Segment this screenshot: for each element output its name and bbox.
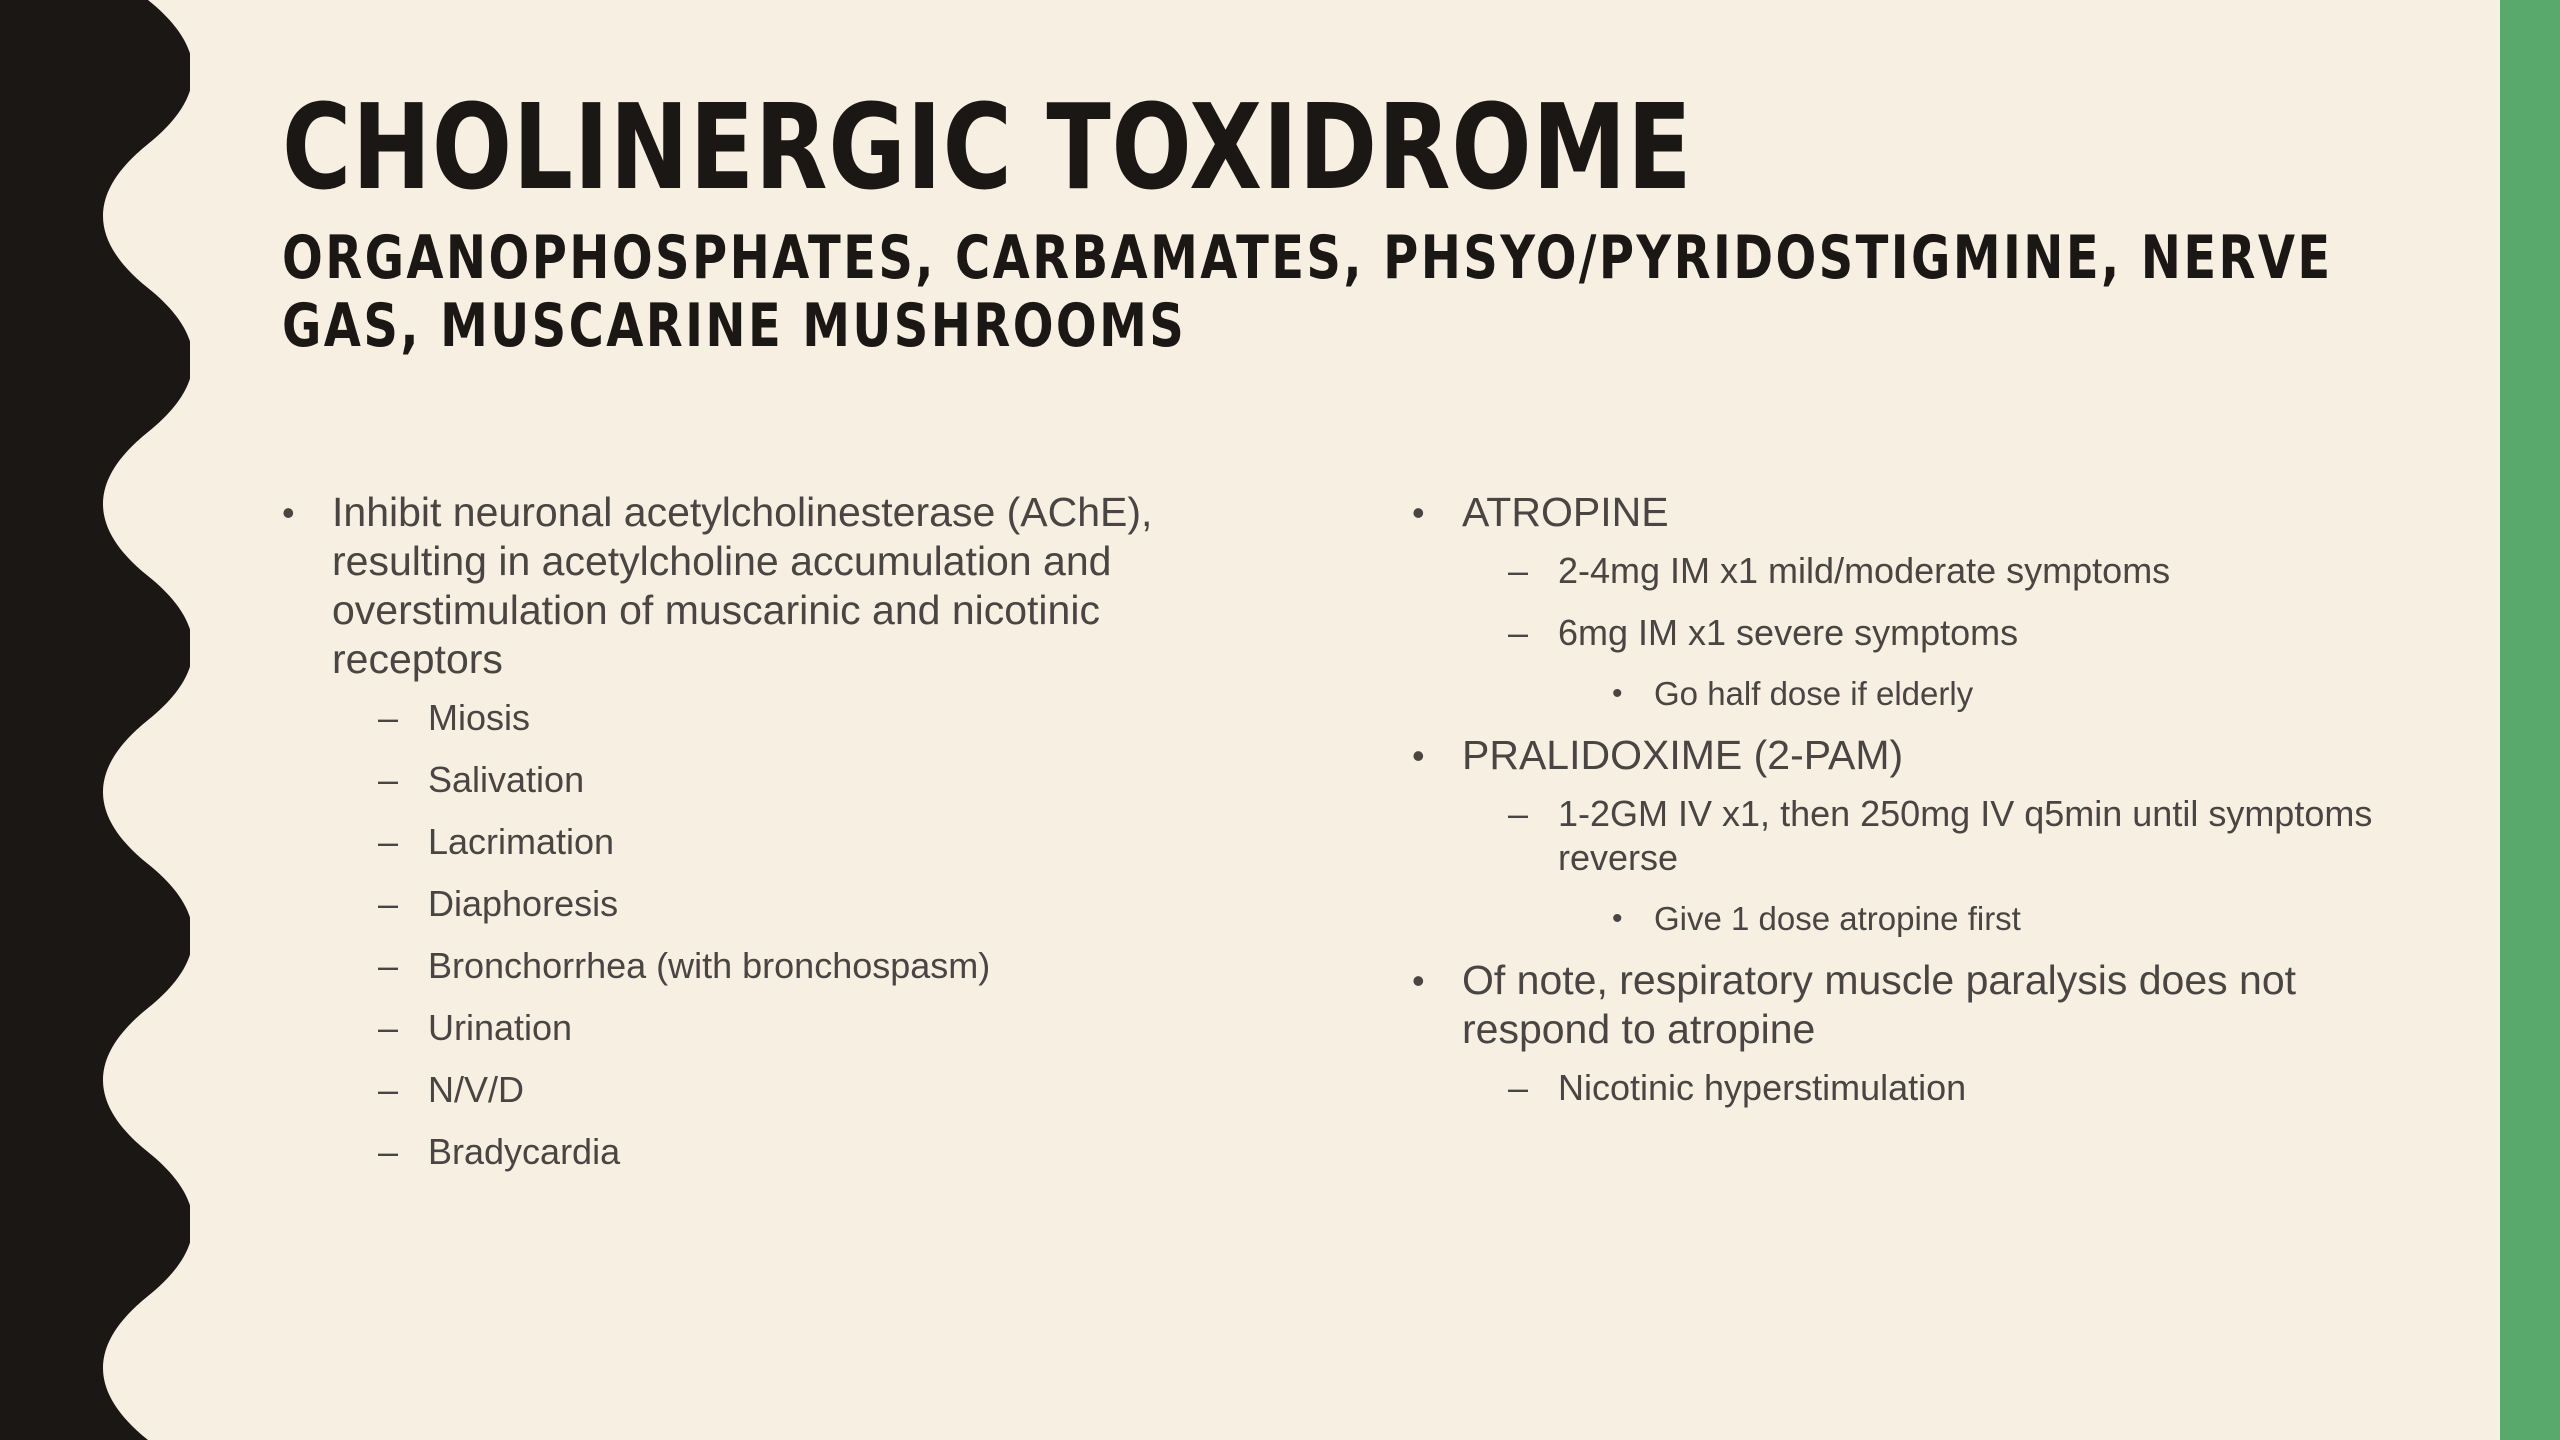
- dash-icon: –: [378, 759, 399, 800]
- bullet-icon: •: [1612, 902, 1623, 935]
- symptom-text: Bronchorrhea (with bronchospasm): [428, 945, 991, 986]
- dash-icon: –: [378, 945, 399, 986]
- dash-icon: –: [1508, 612, 1529, 653]
- pralidoxime-item: [1412, 731, 2412, 780]
- symptom-text: Miosis: [428, 697, 531, 738]
- note-item: [1412, 956, 2412, 1054]
- dash-icon: –: [378, 1069, 399, 1110]
- symptom-item: [282, 1006, 1202, 1050]
- atropine-dose-mild: [1412, 549, 2412, 593]
- main-point-text: Inhibit neuronal acetylcholinesterase (AChE), resulting in acetylcholine accumulation and overstimulation of muscarinic and nicotinic receptors: [332, 489, 1153, 682]
- atropine-dose-mild-text: 2-4mg IM x1 mild/moderate symptoms: [1558, 550, 2171, 591]
- dash-icon: –: [1508, 1067, 1529, 1108]
- pralidoxime-dose: [1412, 792, 2412, 880]
- main-point-item: [282, 488, 1202, 684]
- atropine-dose-severe: [1412, 611, 2412, 655]
- symptom-item: [282, 820, 1202, 864]
- symptom-item: [282, 1068, 1202, 1112]
- symptom-item: [282, 696, 1202, 740]
- atropine-dose-severe-text: 6mg IM x1 severe symptoms: [1558, 612, 2019, 653]
- symptom-text: Lacrimation: [428, 821, 615, 862]
- atropine-elderly-text: Go half dose if elderly: [1654, 675, 1974, 712]
- symptom-text: Bradycardia: [428, 1131, 621, 1172]
- atropine-elderly-note: [1412, 673, 2412, 715]
- left-bullet-list: [282, 488, 1202, 1174]
- dash-icon: –: [378, 1131, 399, 1172]
- symptom-text: Urination: [428, 1007, 573, 1048]
- left-wavy-band: [0, 0, 190, 1440]
- dash-icon: –: [1508, 550, 1529, 591]
- symptom-item: [282, 944, 1202, 988]
- right-accent-band: [2500, 0, 2560, 1440]
- right-bullet-list: [1412, 488, 2412, 1110]
- symptom-item: [282, 882, 1202, 926]
- bullet-icon: •: [1412, 960, 1425, 1001]
- bullet-icon: •: [282, 492, 295, 533]
- bullet-icon: •: [1412, 492, 1425, 533]
- slide-title: CHOLINERGIC TOXIDROME: [282, 78, 1693, 216]
- slide-subtitle: ORGANOPHOSPHATES, CARBAMATES, PHSYO/PYRIDOSTIGMINE, NERVE GAS, MUSCARINE MUSHROOMS: [282, 223, 2333, 361]
- right-column: [1412, 488, 2412, 1128]
- symptom-item: [282, 758, 1202, 802]
- symptom-text: N/V/D: [428, 1069, 525, 1110]
- atropine-label: ATROPINE: [1462, 489, 1669, 535]
- note-text: Of note, respiratory muscle paralysis does not respond to atropine: [1462, 957, 2297, 1052]
- atropine-item: [1412, 488, 2412, 537]
- symptom-text: Diaphoresis: [428, 883, 619, 924]
- symptom-item: [282, 1130, 1202, 1174]
- symptom-text: Salivation: [428, 759, 585, 800]
- pralidoxime-note-text: Give 1 dose atropine first: [1654, 900, 2021, 937]
- bullet-icon: •: [1612, 677, 1623, 710]
- dash-icon: –: [378, 697, 399, 738]
- pralidoxime-note: [1412, 898, 2412, 940]
- pralidoxime-label: PRALIDOXIME (2-PAM): [1462, 732, 1904, 778]
- dash-icon: –: [378, 1007, 399, 1048]
- dash-icon: –: [378, 883, 399, 924]
- bullet-icon: •: [1412, 735, 1425, 776]
- left-column: [282, 488, 1202, 1192]
- note-detail-text: Nicotinic hyperstimulation: [1558, 1067, 1967, 1108]
- dash-icon: –: [378, 821, 399, 862]
- title-block: [282, 78, 2462, 361]
- pralidoxime-dose-text: 1-2GM IV x1, then 250mg IV q5min until symptoms reverse: [1558, 793, 2373, 878]
- dash-icon: –: [1508, 793, 1529, 834]
- note-detail: [1412, 1066, 2412, 1110]
